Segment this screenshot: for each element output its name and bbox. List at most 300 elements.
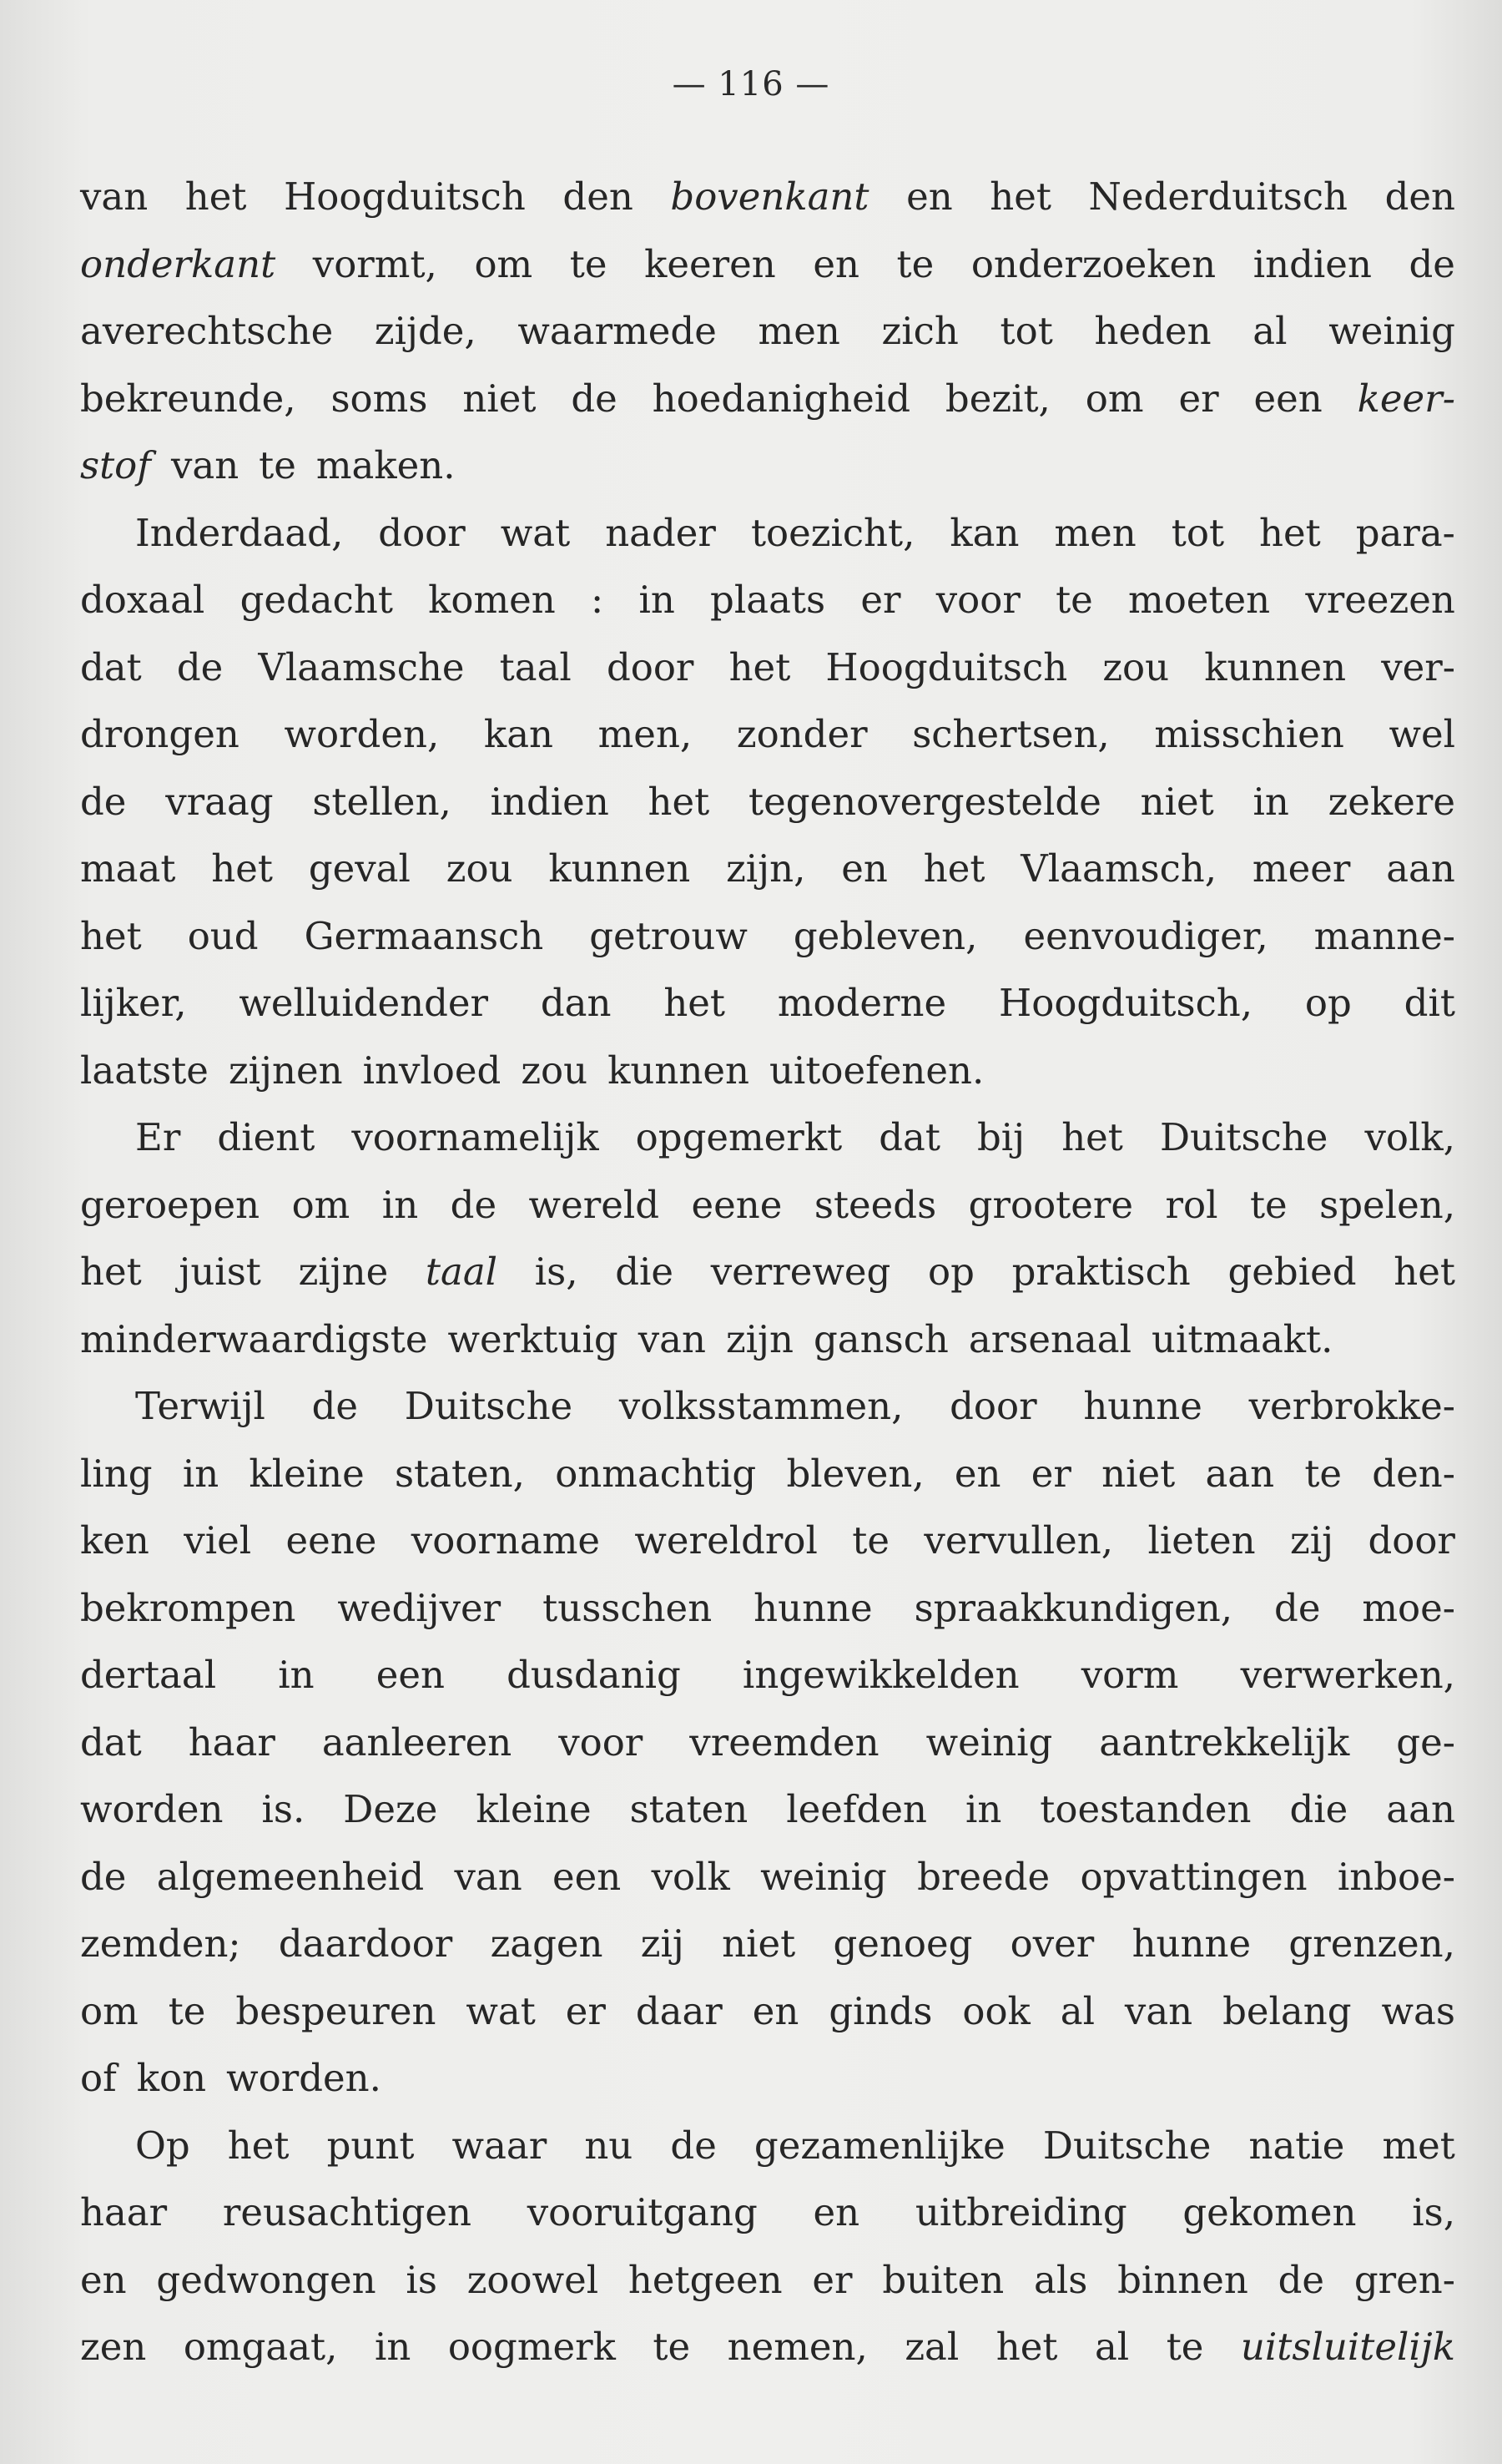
word: buiten: [882, 2257, 1005, 2302]
word: vreezen: [1305, 578, 1455, 622]
word: indien: [1253, 241, 1372, 286]
word: algemeenheid: [156, 1854, 425, 1899]
word: te: [1249, 1182, 1288, 1227]
word: wedijver: [337, 1585, 502, 1630]
text-line: [80, 1575, 1455, 1643]
word: of: [80, 2056, 117, 2100]
word: verreweg: [710, 1250, 891, 1294]
word: worden,: [284, 712, 440, 756]
word: het: [1394, 1250, 1455, 1294]
word: de: [311, 1384, 359, 1428]
word: maat: [80, 846, 176, 891]
word: waarmede: [517, 309, 717, 353]
word: niet: [462, 376, 537, 421]
word: haar: [188, 1719, 275, 1765]
text-line: [80, 231, 1455, 299]
word: juist: [179, 1250, 261, 1294]
word: is,: [1412, 2190, 1455, 2234]
word: Hoogduitsch: [284, 174, 526, 219]
word: te: [653, 2325, 691, 2369]
word: een: [552, 1854, 622, 1899]
word: om: [474, 241, 533, 286]
word: para-: [1355, 510, 1455, 555]
word: wereldrol: [634, 1518, 818, 1563]
word: het: [663, 981, 726, 1025]
word: het: [1061, 1115, 1123, 1159]
word: en: [752, 1988, 799, 2033]
text-line: [80, 1911, 1455, 1978]
word: zonder: [736, 712, 868, 756]
word: bekrompen: [80, 1585, 296, 1630]
word: onderkant: [80, 241, 276, 286]
word: op: [1304, 981, 1352, 1025]
word: Hoogduitsch: [825, 644, 1068, 689]
word: uitsluitelijk: [1240, 2325, 1455, 2369]
word: met: [1382, 2123, 1455, 2168]
word: genoeg: [833, 1921, 973, 1966]
word: stellen,: [312, 779, 451, 824]
word: aan: [1386, 1787, 1455, 1831]
word: voorname: [411, 1518, 601, 1563]
word: het: [1259, 510, 1321, 555]
word: door: [378, 510, 466, 555]
word: natie: [1248, 2123, 1345, 2168]
word: door: [606, 644, 694, 689]
word: die: [615, 1250, 674, 1294]
text-line: [80, 164, 1455, 231]
word: tusschen: [542, 1585, 713, 1630]
word: bij: [976, 1115, 1026, 1159]
text-line: [80, 769, 1455, 836]
word: spelen,: [1319, 1182, 1455, 1227]
word: grenzen,: [1288, 1921, 1455, 1966]
word: hunne: [754, 1585, 873, 1630]
word: verwerken,: [1240, 1653, 1455, 1697]
word: daardoor: [278, 1921, 453, 1966]
word: dient: [217, 1115, 315, 1159]
page-number: — 116 —: [672, 65, 830, 104]
word: maken.: [315, 443, 456, 487]
text-line: [80, 432, 1455, 500]
word: taal: [499, 644, 572, 689]
word: kunnen: [607, 1048, 749, 1093]
word: er: [565, 1988, 606, 2033]
word: men: [1054, 510, 1137, 555]
word: worden.: [226, 2056, 381, 2100]
word: taal: [425, 1250, 498, 1294]
word: en: [841, 846, 888, 891]
word: dit: [1404, 981, 1455, 1025]
word: tegenovergestelde: [748, 779, 1101, 824]
word: bovenkant: [670, 174, 869, 219]
word: gansch: [813, 1316, 949, 1361]
word: de: [450, 1182, 497, 1227]
word: al: [1060, 1988, 1095, 2033]
word: weinig: [925, 1719, 1053, 1765]
word: toestanden: [1040, 1787, 1252, 1831]
word: inboe-: [1337, 1854, 1455, 1899]
word: indien: [490, 779, 609, 824]
word: er: [812, 2257, 853, 2302]
text-line: [80, 970, 1455, 1038]
word: was: [1381, 1988, 1455, 2033]
word: te: [168, 1988, 206, 2033]
word: men,: [597, 712, 693, 756]
word: zij: [1289, 1518, 1334, 1563]
word: de: [1409, 241, 1455, 286]
word: kon: [136, 2056, 207, 2100]
word: uitoefenen.: [769, 1048, 985, 1093]
word: de: [1274, 1585, 1321, 1630]
word: is.: [261, 1787, 305, 1831]
word: de: [176, 644, 224, 689]
word: keer-: [1357, 376, 1455, 421]
text-line: [80, 2247, 1455, 2315]
word: volk,: [1364, 1115, 1455, 1159]
word: en: [80, 2257, 127, 2302]
word: gedacht: [239, 578, 393, 622]
word: Duitsche: [1042, 2123, 1212, 2168]
word: zijde,: [374, 309, 476, 353]
word: vormt,: [312, 241, 437, 286]
word: soms: [330, 376, 428, 421]
word: belang: [1222, 1988, 1352, 2033]
word: er: [860, 578, 901, 622]
word: in: [278, 1653, 315, 1697]
word: steeds: [814, 1182, 937, 1227]
word: de: [670, 2123, 717, 2168]
word: kunnen: [548, 846, 691, 891]
word: te: [852, 1518, 890, 1563]
word: vraag: [165, 779, 274, 824]
word: een: [376, 1653, 445, 1697]
word: gedwongen: [156, 2257, 376, 2302]
word: er: [1178, 376, 1219, 421]
word: arsenaal: [968, 1316, 1132, 1361]
word: tot: [1000, 309, 1053, 353]
word: te: [896, 241, 935, 286]
word: komen: [428, 578, 556, 622]
word: voor: [935, 578, 1021, 622]
word: wat: [500, 510, 571, 555]
word: men: [758, 309, 840, 353]
word: oud: [187, 913, 259, 958]
word: ver-: [1381, 644, 1455, 689]
word: gebleven,: [793, 913, 978, 958]
word: al: [1094, 2325, 1130, 2369]
text-line: [80, 1978, 1455, 2046]
word: niet: [1101, 1451, 1176, 1496]
word: drongen: [80, 712, 239, 756]
word: invloed: [362, 1048, 502, 1093]
word: niet: [722, 1921, 796, 1966]
word: :: [591, 578, 604, 622]
word: dusdanig: [507, 1653, 681, 1697]
word: om: [1085, 376, 1144, 421]
word: te: [1304, 1451, 1343, 1496]
word: aan: [1205, 1451, 1275, 1496]
word: lijker,: [80, 981, 187, 1025]
word: het: [80, 1250, 142, 1294]
text-line: [80, 1373, 1455, 1441]
word: het: [227, 2123, 290, 2168]
word: in: [182, 1451, 219, 1496]
word: opvattingen: [1080, 1854, 1308, 1899]
word: hunne: [1132, 1921, 1252, 1966]
word: van: [638, 1316, 706, 1361]
word: dan: [540, 981, 612, 1025]
word: dat: [80, 644, 142, 689]
word: door: [1368, 1518, 1455, 1563]
word: onderzoeken: [970, 241, 1217, 286]
word: hunne: [1083, 1384, 1202, 1428]
word: en: [813, 241, 859, 286]
word: verbrokke-: [1248, 1384, 1455, 1428]
text-line: [80, 634, 1455, 702]
text-line: [80, 1441, 1455, 1508]
word: volksstammen,: [618, 1384, 904, 1428]
word: Nederduitsch: [1088, 174, 1348, 219]
word: staten: [629, 1787, 748, 1831]
word: binnen: [1117, 2257, 1248, 2302]
text-line: [80, 1776, 1455, 1844]
word: manne-: [1313, 913, 1455, 958]
word: geroepen: [80, 1182, 260, 1227]
word: Inderdaad,: [135, 510, 344, 555]
word: praktisch: [1011, 1250, 1191, 1294]
word: die: [1289, 1787, 1348, 1831]
word: zekere: [1328, 779, 1455, 824]
word: leefden: [786, 1787, 927, 1831]
word: uitmaakt.: [1152, 1316, 1333, 1361]
word: haar: [80, 2190, 168, 2234]
word: heden: [1094, 309, 1212, 353]
word: vooruitgang: [527, 2190, 758, 2234]
word: grootere: [968, 1182, 1134, 1227]
word: een: [1253, 376, 1323, 421]
word: bekreunde,: [80, 376, 296, 421]
word: viel: [184, 1518, 252, 1563]
word: over: [1010, 1921, 1095, 1966]
word: ingewikkelden: [742, 1653, 1020, 1697]
word: plaats: [710, 578, 826, 622]
text-line: [80, 500, 1455, 568]
word: den-: [1372, 1451, 1455, 1496]
word: eene: [285, 1518, 377, 1563]
word: wel: [1389, 712, 1455, 756]
word: meer: [1252, 846, 1351, 891]
word: Germaansch: [304, 913, 544, 958]
word: op: [928, 1250, 975, 1294]
word: er: [1031, 1451, 1071, 1496]
word: kan: [950, 510, 1020, 555]
word: oogmerk: [447, 2325, 616, 2369]
word: wereld: [528, 1182, 660, 1227]
text-line: [80, 1038, 1455, 1105]
word: kleine: [249, 1451, 365, 1496]
word: uitbreiding: [915, 2190, 1127, 2234]
word: gren-: [1353, 2257, 1455, 2302]
text-line: [80, 1844, 1455, 1911]
word: al: [1253, 309, 1288, 353]
body-text: [80, 164, 1455, 2381]
word: kan: [483, 712, 554, 756]
word: in: [374, 2325, 411, 2369]
text-line: [80, 836, 1455, 903]
word: kleine: [476, 1787, 592, 1831]
word: rol: [1165, 1182, 1218, 1227]
word: eene: [691, 1182, 783, 1227]
text-line: [80, 2045, 1455, 2113]
word: in: [381, 1182, 419, 1227]
word: moeten: [1128, 578, 1271, 622]
word: aanleeren: [321, 1719, 512, 1765]
word: Terwijl: [135, 1384, 265, 1428]
word: eenvoudiger,: [1023, 913, 1268, 958]
word: als: [1033, 2257, 1088, 2302]
word: gebied: [1227, 1250, 1357, 1294]
word: laatste: [80, 1048, 209, 1093]
word: zal: [905, 2325, 960, 2369]
word: zagen: [490, 1921, 603, 1966]
word: reusachtigen: [222, 2190, 472, 2234]
word: minderwaardigste: [80, 1316, 428, 1361]
word: het: [923, 846, 985, 891]
text-line: [80, 1709, 1455, 1777]
word: om: [291, 1182, 350, 1227]
word: voornamelijk: [351, 1115, 599, 1159]
text-line: [80, 1642, 1455, 1709]
word: nu: [584, 2123, 633, 2168]
word: te: [1056, 578, 1093, 622]
word: en: [813, 2190, 860, 2234]
word: vervullen,: [924, 1518, 1114, 1563]
word: vreemden: [689, 1719, 880, 1765]
word: Vlaamsch,: [1021, 846, 1217, 891]
word: zijn,: [726, 846, 806, 891]
word: ginds: [829, 1988, 933, 2033]
word: worden: [80, 1787, 224, 1831]
word: toezicht,: [750, 510, 915, 555]
text-line: [80, 298, 1455, 366]
word: opgemerkt: [635, 1115, 843, 1159]
word: aantrekkelijk: [1099, 1719, 1350, 1765]
word: en: [954, 1451, 1001, 1496]
word: stof: [80, 443, 151, 487]
word: moe-: [1362, 1585, 1455, 1630]
word: het: [211, 846, 273, 891]
word: ken: [80, 1518, 149, 1563]
word: het: [995, 2325, 1058, 2369]
text-line: [80, 1104, 1455, 1172]
word: zemden;: [80, 1921, 241, 1966]
word: is,: [534, 1250, 578, 1294]
word: staten,: [394, 1451, 525, 1496]
word: hoedanigheid: [652, 376, 911, 421]
word: zich: [881, 309, 959, 353]
word: te: [259, 443, 296, 487]
word: Hoogduitsch,: [999, 981, 1253, 1025]
word: door: [950, 1384, 1037, 1428]
word: onmachtig: [555, 1451, 757, 1496]
word: vorm: [1081, 1653, 1179, 1697]
word: aan: [1386, 846, 1455, 891]
word: te: [1166, 2325, 1204, 2369]
word: tot: [1171, 510, 1225, 555]
word: keeren: [644, 241, 776, 286]
word: de: [80, 1854, 127, 1899]
word: den: [562, 174, 633, 219]
word: het: [648, 779, 710, 824]
text-line: [80, 2179, 1455, 2247]
word: schertsen,: [912, 712, 1110, 756]
word: voor: [558, 1719, 643, 1765]
word: ook: [962, 1988, 1031, 2033]
word: zou: [446, 846, 513, 891]
word: dertaal: [80, 1653, 217, 1697]
text-line: [80, 1306, 1455, 1374]
word: doxaal: [80, 578, 205, 622]
word: breede: [917, 1854, 1051, 1899]
word: hetgeen: [628, 2257, 783, 2302]
word: omgaat,: [183, 2325, 338, 2369]
word: het: [184, 174, 247, 219]
text-line: [80, 1507, 1455, 1575]
word: getrouw: [589, 913, 748, 958]
word: het: [728, 644, 791, 689]
word: dat: [879, 1115, 940, 1159]
word: Deze: [343, 1787, 438, 1831]
word: de: [80, 779, 127, 824]
word: van: [170, 443, 239, 487]
word: de: [571, 376, 617, 421]
word: zou: [1102, 644, 1170, 689]
word: misschien: [1154, 712, 1344, 756]
word: zijnen: [228, 1048, 343, 1093]
word: bezit,: [945, 376, 1051, 421]
text-line: [80, 2113, 1455, 2180]
word: zijn: [725, 1316, 794, 1361]
word: spraakkundigen,: [914, 1585, 1233, 1630]
word: geval: [308, 846, 411, 891]
text-line: [80, 2314, 1455, 2381]
word: moderne: [777, 981, 947, 1025]
word: zou: [521, 1048, 588, 1093]
word: zijne: [298, 1250, 389, 1294]
word: kunnen: [1204, 644, 1347, 689]
text-line: [80, 1239, 1455, 1306]
word: in: [1253, 779, 1289, 824]
word: Duitsche: [1159, 1115, 1328, 1159]
word: lieten: [1147, 1518, 1256, 1563]
word: bleven,: [786, 1451, 925, 1496]
word: weinig: [1328, 309, 1455, 353]
word: ling: [80, 1451, 153, 1496]
text-line: [80, 366, 1455, 433]
word: te: [569, 241, 607, 286]
word: wat: [466, 1988, 536, 2033]
word: in: [638, 578, 675, 622]
word: de: [1278, 2257, 1325, 2302]
word: van: [80, 174, 149, 219]
word: welluidender: [239, 981, 489, 1025]
word: zij: [640, 1921, 684, 1966]
word: is: [406, 2257, 437, 2302]
word: Er: [135, 1115, 181, 1159]
word: en: [906, 174, 953, 219]
text-line: [80, 701, 1455, 769]
word: het: [80, 913, 142, 958]
